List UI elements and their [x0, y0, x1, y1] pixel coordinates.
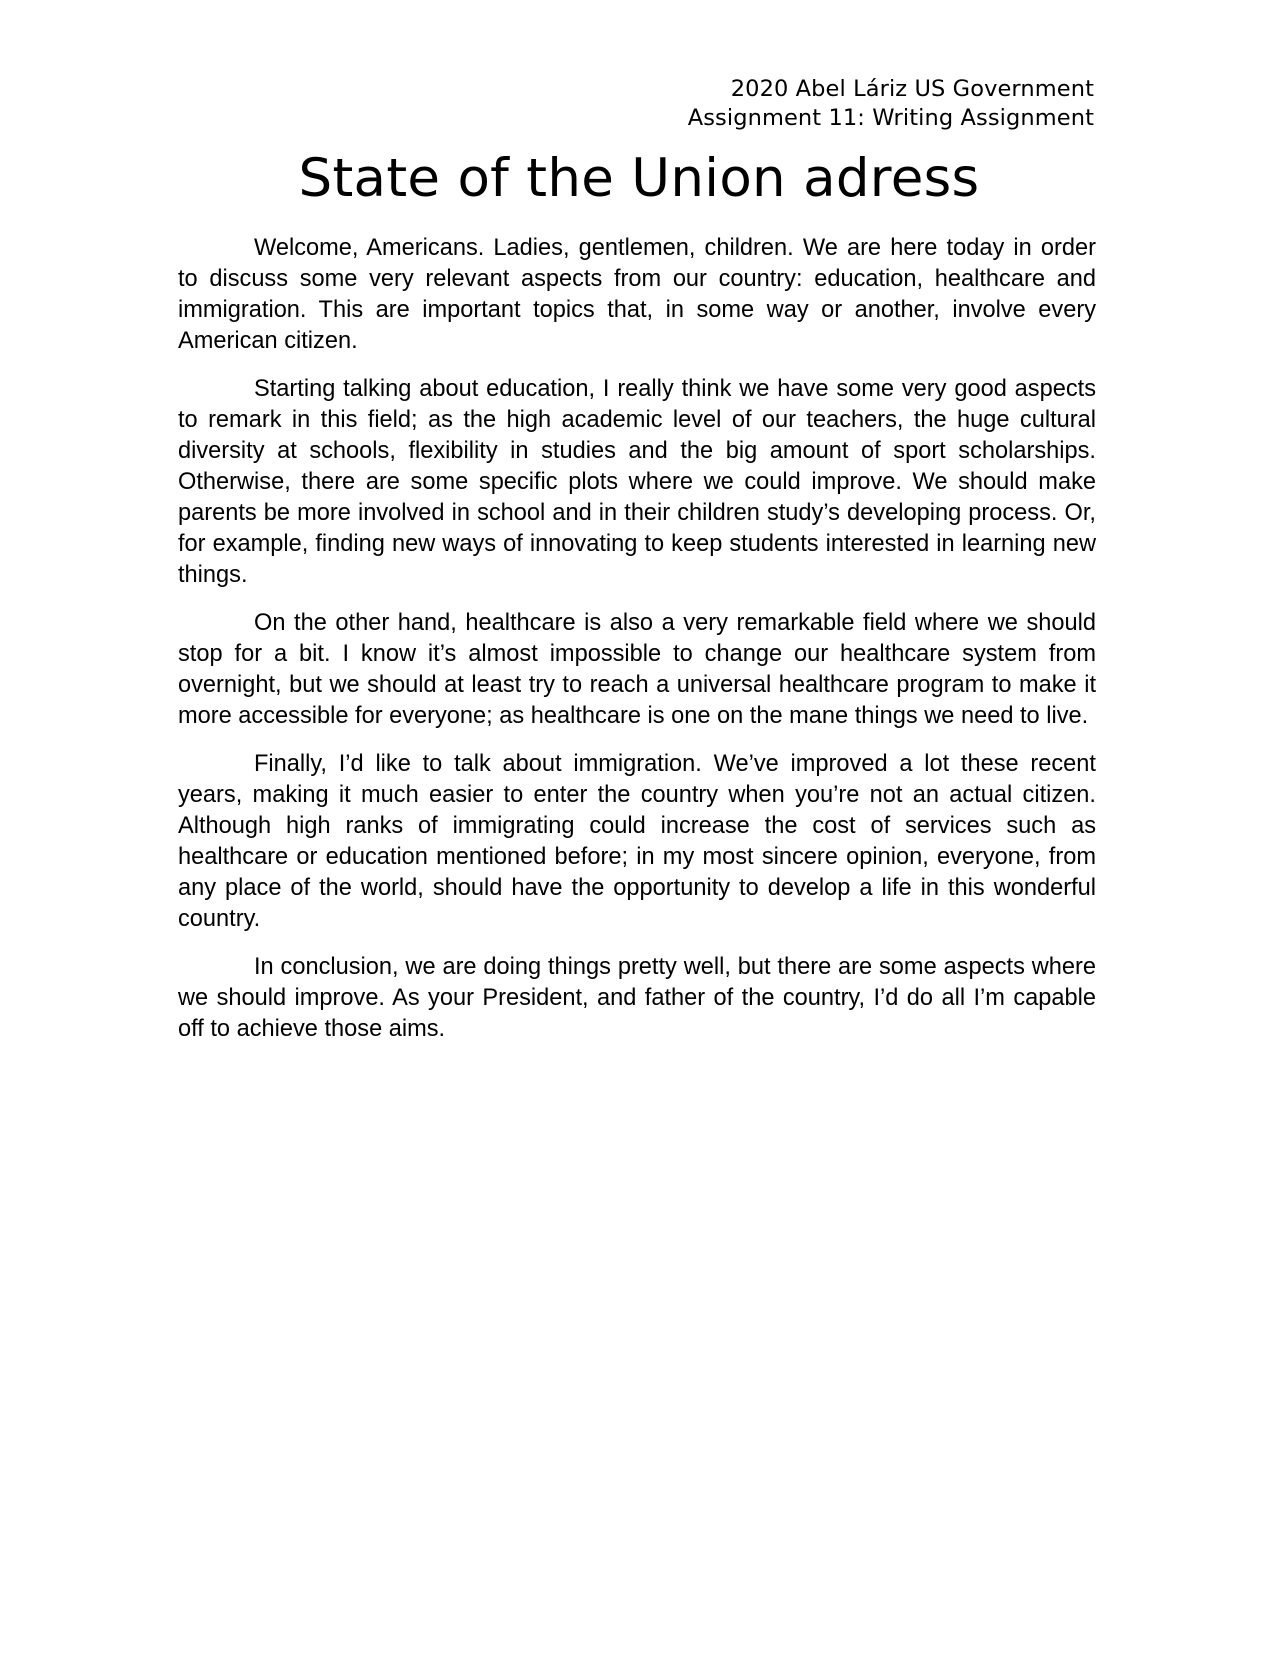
document-body — [178, 233, 1096, 1062]
document-title: State of the Union adress — [298, 148, 980, 209]
header-assignment: Assignment 11: Writing Assignment — [687, 105, 1094, 131]
paragraph-introduction: Welcome, Americans. Ladies, gentlemen, children. We are here today in order to discuss some very relevant aspects from our country: education, healthcare and immigration. This are important topics that, in some way or another, involve every American citizen. — [178, 235, 1096, 355]
paragraph-education: Starting talking about education, I really think we have some very good aspects to remark in this field; as the high academic level of our teachers, the huge cultural diversity at schools, flexibility in studies and the big amount of sport scholarships. Otherwise, there are some specific plots where we could improve. We should make parents be more involved in school and in their children study’s developing process. Or, for example, finding new ways of innovating to keep students interested in learning new things. — [178, 375, 1096, 589]
header-author-course: 2020 Abel Láriz US Government — [730, 76, 1094, 102]
paragraph-immigration: Finally, I’d like to talk about immigration. We’ve improved a lot these recent years, making it much easier to enter the country when you’re not an actual citizen. Although high ranks of immigrating could increase the cost of services such as healthcare or education mentioned before; in my most sincere opinion, everyone, from any place of the world, should have the opportunity to develop a life in this wonderful country. — [178, 750, 1096, 933]
document-header — [688, 75, 1094, 133]
paragraph-conclusion: In conclusion, we are doing things pretty well, but there are some aspects where we should improve. As your President, and father of the country, I’d do all I’m capable off to achieve those aims. — [178, 953, 1096, 1043]
paragraph-healthcare: On the other hand, healthcare is also a very remarkable field where we should stop for a bit. I know it’s almost impossible to change our healthcare system from overnight, but we should at least try to reach a universal healthcare program to make it more accessible for everyone; as healthcare is one on the mane things we need to live. — [178, 610, 1096, 730]
